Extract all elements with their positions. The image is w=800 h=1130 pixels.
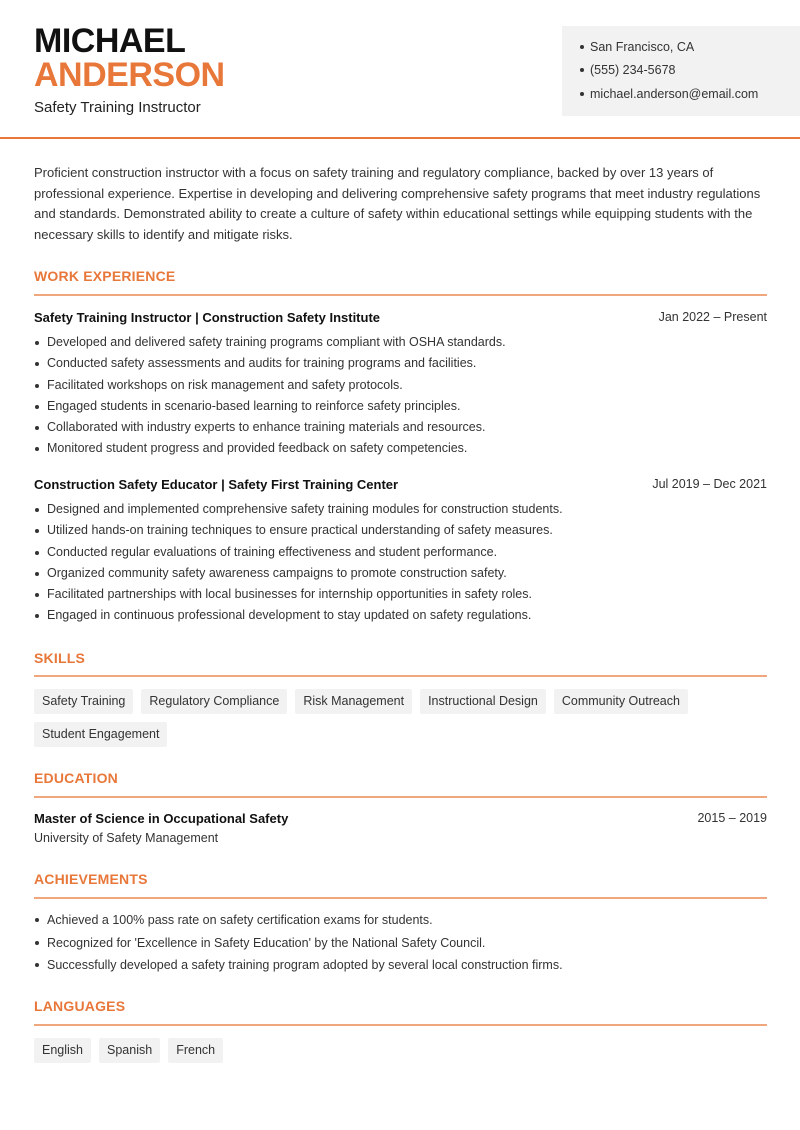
location-text: San Francisco, CA — [590, 40, 695, 54]
education-dates: 2015 – 2019 — [697, 811, 767, 825]
education-school: University of Safety Management — [34, 831, 219, 845]
job-dates: Jan 2022 – Present — [658, 310, 767, 324]
section-title-work: WORK EXPERIENCE — [34, 268, 176, 284]
phone-text: (555) 234-5678 — [590, 63, 676, 77]
bullet-icon — [580, 68, 584, 72]
section-title-education: EDUCATION — [34, 770, 118, 786]
job-role: Construction Safety Educator | Safety First Training Center — [34, 477, 399, 492]
contact-location — [580, 40, 694, 54]
email-text: michael.anderson@email.com — [590, 87, 759, 101]
section-divider — [34, 897, 767, 899]
section-title-skills: SKILLS — [34, 650, 85, 666]
job-header — [34, 310, 767, 325]
list-item: Facilitated partnerships with local businesses for internship opportunities in safety roles. — [34, 584, 764, 605]
education-degree: Master of Science in Occupational Safety — [34, 811, 289, 826]
list-item: Monitored student progress and provided feedback on safety competencies. — [34, 438, 764, 459]
summary: Proficient construction instructor with a focus on safety training and regulatory compliance, backed by over 13 years of professional experience. Expertise in developing and delivering comprehensive safety programs that meet industry regulations and standards. Demonstrated ability to create a culture of safety within educational settings while equipping students with the necessary skills to identify and mitigate risks. — [34, 165, 761, 243]
list-item: Successfully developed a safety training program adopted by several local construction firms. — [34, 954, 764, 977]
list-item: Engaged in continuous professional development to stay updated on safety regulations. — [34, 605, 764, 626]
language-chip: Spanish — [99, 1038, 160, 1063]
section-divider — [34, 294, 767, 296]
skill-chip: Safety Training — [34, 689, 133, 714]
resume-header — [0, 0, 800, 139]
job-role: Safety Training Instructor | Construction Safety Institute — [34, 310, 381, 325]
job-header — [34, 477, 767, 492]
skill-chip: Instructional Design — [420, 689, 546, 714]
contact-box — [562, 26, 800, 116]
contact-email — [580, 87, 758, 101]
bullet-icon — [580, 92, 584, 96]
section-divider — [34, 1024, 767, 1026]
list-item: Developed and delivered safety training programs compliant with OSHA standards. — [34, 332, 764, 353]
section-divider — [34, 796, 767, 798]
skills-list — [34, 689, 767, 747]
skill-chip: Student Engagement — [34, 722, 167, 747]
list-item: Achieved a 100% pass rate on safety certification exams for students. — [34, 909, 764, 932]
last-name: ANDERSON — [34, 56, 225, 94]
list-item: Utilized hands-on training techniques to ensure practical understanding of safety measures. — [34, 520, 764, 541]
section-title-languages: LANGUAGES — [34, 998, 126, 1014]
section-divider — [34, 675, 767, 677]
languages-list — [34, 1038, 767, 1063]
section-title-achievements: ACHIEVEMENTS — [34, 871, 148, 887]
list-item: Organized community safety awareness campaigns to promote construction safety. — [34, 563, 764, 584]
list-item: Designed and implemented comprehensive safety training modules for construction students. — [34, 499, 764, 520]
job-bullets — [34, 332, 764, 460]
list-item: Collaborated with industry experts to enhance training materials and resources. — [34, 417, 764, 438]
skill-chip: Community Outreach — [554, 689, 688, 714]
language-chip: English — [34, 1038, 91, 1063]
list-item: Conducted regular evaluations of training effectiveness and student performance. — [34, 542, 764, 563]
list-item: Conducted safety assessments and audits for training programs and facilities. — [34, 353, 764, 374]
bullet-icon — [580, 45, 584, 49]
list-item: Facilitated workshops on risk management and safety protocols. — [34, 375, 764, 396]
job-bullets — [34, 499, 764, 627]
skill-chip: Risk Management — [295, 689, 412, 714]
language-chip: French — [168, 1038, 223, 1063]
list-item: Recognized for 'Excellence in Safety Education' by the National Safety Council. — [34, 932, 764, 955]
job-dates: Jul 2019 – Dec 2021 — [652, 477, 767, 491]
first-name: MICHAEL — [34, 22, 186, 60]
list-item: Engaged students in scenario-based learning to reinforce safety principles. — [34, 396, 764, 417]
achievements-list — [34, 909, 764, 977]
job-title: Safety Training Instructor — [34, 99, 201, 116]
contact-phone — [580, 63, 675, 77]
skill-chip: Regulatory Compliance — [141, 689, 287, 714]
